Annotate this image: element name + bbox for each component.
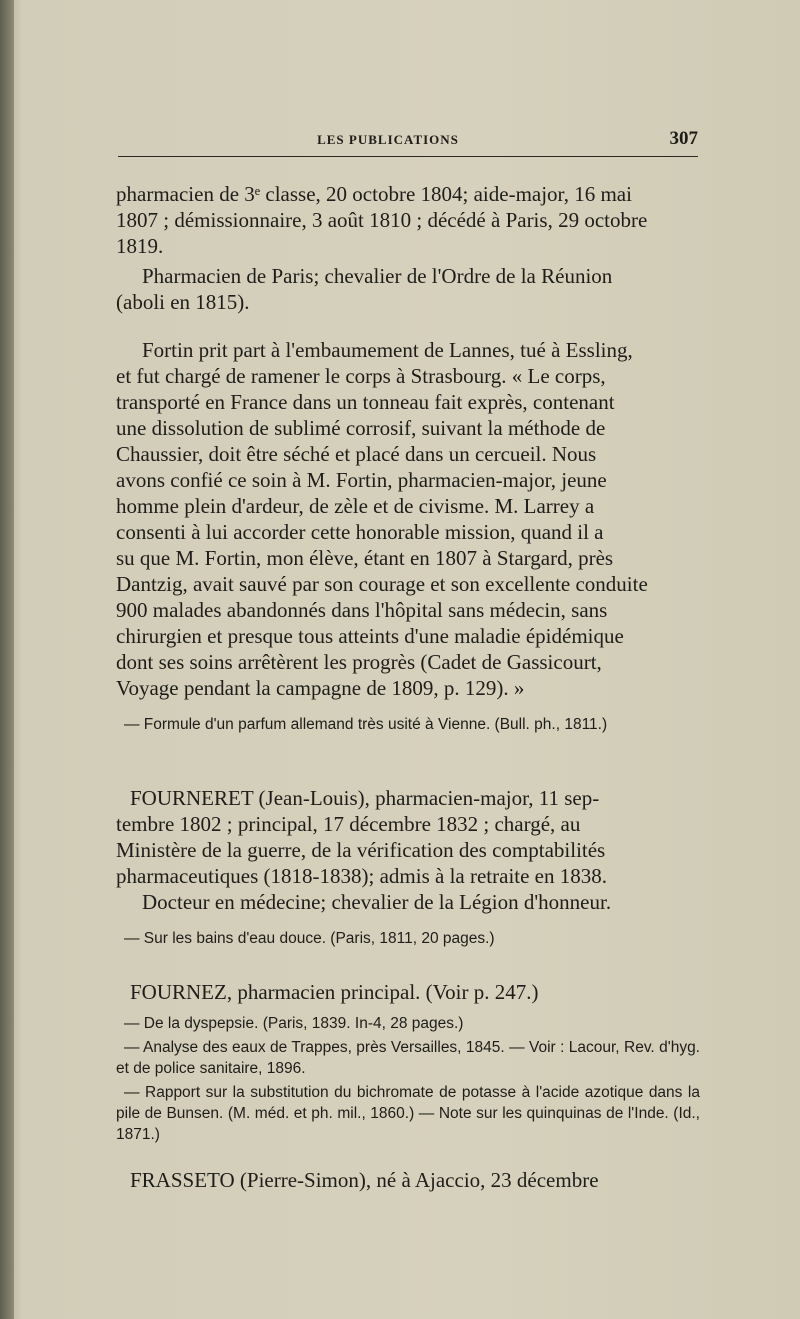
note-text: — Rapport sur la substitution du bichromate de potasse à l'acide azotique dans la pile de Bunsen. (M. méd. et ph. mil., 1860.) — Note sur les quinquinas de l'Inde. (Id., 1871.): [116, 1084, 700, 1143]
text-line: dont ses soins arrêtèrent les progrès (Cadet de Gassicourt,: [116, 650, 602, 674]
entry-fourneret: [116, 785, 700, 915]
page-binding-edge: [0, 0, 14, 1319]
text-line: su que M. Fortin, mon élève, étant en 1807 à Stargard, près: [116, 546, 614, 570]
text-line: Chaussier, doit être séché et placé dans un cercueil. Nous: [116, 442, 597, 466]
text-line: pharmacien de 3ᵉ classe, 20 octobre 1804; aide-major, 16 mai: [116, 182, 632, 206]
note-text: — Formule d'un parfum allemand très usité à Vienne. (Bull. ph., 1811.): [124, 716, 608, 733]
text-line: consenti à lui accorder cette honorable mission, quand il a: [116, 520, 604, 544]
text-line: FOURNEZ, pharmacien principal. (Voir p. 247.): [130, 980, 539, 1004]
note-text: — Analyse des eaux de Trappes, près Versailles, 1845. — Voir : Lacour, Rev. d'hyg. et de police sanitaire, 1896.: [116, 1039, 700, 1077]
page-number: 307: [669, 128, 698, 149]
note-bains: [116, 928, 700, 949]
note-text: — Sur les bains d'eau douce. (Paris, 1811, 20 pages.): [124, 930, 495, 947]
text-line: Ministère de la guerre, de la vérification des comptabilités: [116, 838, 606, 862]
text-line: FRASSETO (Pierre-Simon), né à Ajaccio, 23 décembre: [130, 1168, 599, 1192]
text-line: chirurgien et presque tous atteints d'une maladie épidémique: [116, 624, 624, 648]
paragraph-fortin-honors: [116, 263, 700, 315]
entry-fournez: [116, 979, 700, 1005]
text-line: 1819.: [116, 234, 164, 258]
note-parfum: [116, 714, 700, 735]
running-head: [118, 128, 698, 154]
note-text: — De la dyspepsie. (Paris, 1839. In-4, 28 pages.): [124, 1015, 464, 1032]
text-line: une dissolution de sublimé corrosif, suivant la méthode de: [116, 416, 606, 440]
text-line: Pharmacien de Paris; chevalier de l'Ordre de la Réunion: [142, 264, 613, 288]
running-head-title: LES PUBLICATIONS: [317, 132, 459, 147]
paragraph-fortin-career: [116, 181, 700, 259]
text-line: Fortin prit part à l'embaumement de Lannes, tué à Essling,: [142, 338, 633, 362]
text-line: et fut chargé de ramener le corps à Strasbourg. « Le corps,: [116, 364, 606, 388]
text-line: 900 malades abandonnés dans l'hôpital sans médecin, sans: [116, 598, 608, 622]
text-line: Dantzig, avait sauvé par son courage et son excellente conduite: [116, 572, 648, 596]
text-line: FOURNERET (Jean-Louis), pharmacien-major, 11 sep-: [130, 786, 600, 810]
notes-fournez: [116, 1013, 700, 1145]
header-rule: [118, 156, 698, 157]
text-line: Voyage pendant la campagne de 1809, p. 129). »: [116, 676, 525, 700]
text-line: avons confié ce soin à M. Fortin, pharmacien-major, jeune: [116, 468, 607, 492]
text-line: Docteur en médecine; chevalier de la Légion d'honneur.: [142, 890, 612, 914]
text-line: pharmaceutiques (1818-1838); admis à la retraite en 1838.: [116, 864, 607, 888]
entry-frasseto: [116, 1167, 700, 1193]
text-line: homme plein d'ardeur, de zèle et de civisme. M. Larrey a: [116, 494, 595, 518]
text-line: transporté en France dans un tonneau fait exprès, contenant: [116, 390, 615, 414]
paragraph-fortin-lannes: [116, 337, 700, 701]
text-line: 1807 ; démissionnaire, 3 août 1810 ; décédé à Paris, 29 octobre: [116, 208, 648, 232]
text-line: (aboli en 1815).: [116, 290, 250, 314]
text-line: tembre 1802 ; principal, 17 décembre 1832 ; chargé, au: [116, 812, 581, 836]
